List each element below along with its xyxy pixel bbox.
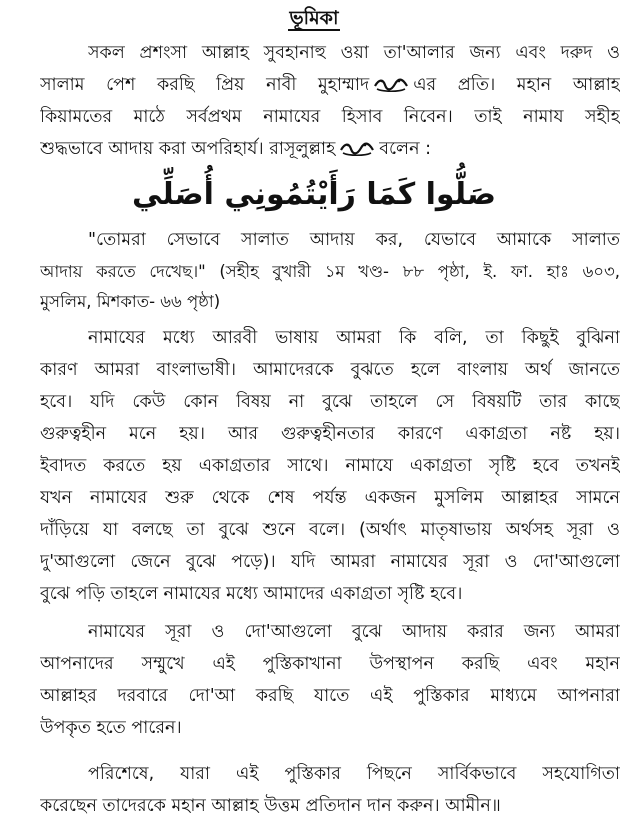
para2-line1: "তোমরা সেভাবে সালাত আদায় কর, যেভাবে আমাকে সালাত <box>88 230 620 250</box>
para1-line2 <box>40 70 620 100</box>
para3-line5: ইবাদত করতে হয় একাগ্রতার সাথে। নামাযে একাগ্রতা সৃষ্টি হবে তখনই <box>40 456 620 476</box>
para1-line3: কিয়ামতের মাঠে সর্বপ্রথম নামাযের হিসাব নিবেন। তাই নামায সহীহ <box>40 107 620 127</box>
para3-line6: যখন নামাযের শুরু থেকে শেষ পর্যন্ত একজন মুসলিম আল্লাহর সামনে <box>40 488 620 508</box>
para1-line1: সকল প্রশংসা আল্লাহ সুবহানাহু ওয়া তা'আলার জন্য এবং দরুদ ও <box>88 43 620 63</box>
para3-line4: গুরুত্বহীন মনে হয়। আর গুরুত্বহীনতার কারণে একাগ্রতা নষ্ট হয়। <box>40 424 620 444</box>
para1-line2-start: সালাম পেশ করছি প্রিয় নাবী মুহাম্মাদ <box>40 75 370 95</box>
para3-line1: নামাযের মধ্যে আরবী ভাষায় আমরা কি বলি, তা কিছুই বুঝিনা <box>88 328 620 348</box>
para1-line2-end: এর প্রতি। মহান আল্লাহ <box>413 75 620 95</box>
arabic-hadith-quote: صَلُّوا كَمَا رَأَيْتُمُونِي أُصَلِّي <box>132 177 496 212</box>
para1-line4-end: বলেন : <box>379 139 431 159</box>
para3-line2: কারণ আমরা বাংলাভাষী। আমাদেরকে বুঝতে হলে বাংলায় অর্থ জানতে <box>40 360 620 380</box>
para2-line2: আদায় করতে দেখেছ।" (সহীহ বুখারী ১ম খণ্ড- ৮৮ পৃষ্ঠা, ই. ফা. হাঃ ৬০৩, <box>40 262 620 281</box>
salutation-seal-icon <box>373 77 409 93</box>
para4-line2: আপনাদের সম্মুখে এই পুস্তিকাখানা উপস্থাপন করছি এবং মহান <box>40 654 620 674</box>
para3-line9: বুঝে পড়ি তাহলে নামাযের মধ্যে আমাদের একাগ্রতা সৃষ্টি হবে। <box>40 584 463 604</box>
salutation-seal-icon <box>339 141 375 157</box>
para3-line7: দাঁড়িয়ে যা বলছে তা বুঝে শুনে বলে। (অর্থাৎ মাতৃষাভায় অর্থসহ সূরা ও <box>40 520 620 540</box>
para4-line1: নামাযের সূরা ও দো'আগুলো বুঝে আদায় করার জন্য আমরা <box>88 622 620 642</box>
para5-line2: করেছেন তাদেরকে মহান আল্লাহ উত্তম প্রতিদান দান করুন। আমীন॥ <box>40 796 501 816</box>
para5-line1: পরিশেষে, যারা এই পুস্তিকার পিছনে সার্বিকভাবে সহযোগিতা <box>88 764 620 784</box>
para4-line3: আল্লাহর দরবারে দো'আ করছি যাতে এই পুস্তিকার মাধ্যমে আপনারা <box>40 686 620 706</box>
para2-line3: মুসলিম, মিশকাত- ৬৬ পৃষ্ঠা) <box>40 292 221 311</box>
para4-line4: উপকৃত হতে পারেন। <box>40 718 182 738</box>
para3-line3: হবে। যদি কেউ কোন বিষয় না বুঝে তাহলে সে বিষয়টি তার কাছে <box>40 392 620 412</box>
para3-line8: দু'আগুলো জেনে বুঝে পড়ে)। যদি আমরা নামাযের সূরা ও দো'আগুলো <box>40 552 620 572</box>
para1-line4 <box>40 134 620 164</box>
para1-line4-start: শুদ্ধভাবে আদায় করা অপরিহার্য। রাসূলুল্লাহ <box>40 139 336 159</box>
page-title <box>0 4 628 32</box>
title-text: ভূমিকা <box>289 7 339 29</box>
